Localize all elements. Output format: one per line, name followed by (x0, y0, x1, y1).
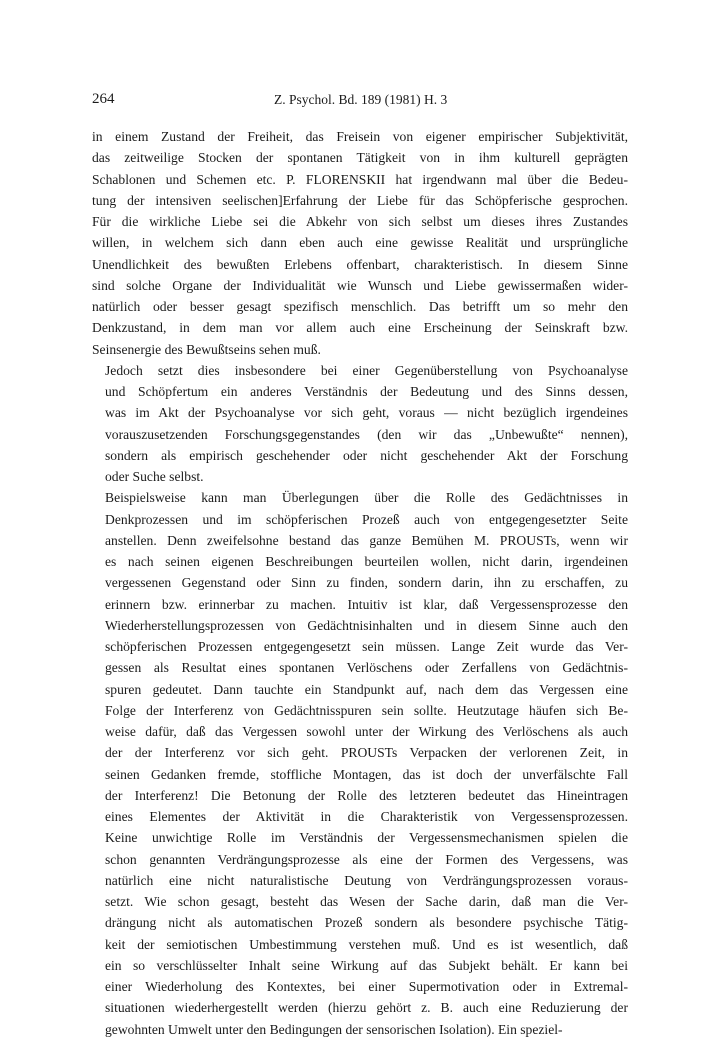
text-line: Jedoch setzt dies insbesondere bei einer Gegenüberstellung von Psychoanalyse (105, 362, 628, 378)
text-line: willen, in welchem sich dann eben auch eine gewisse Realität und ursprüngliche (92, 235, 628, 251)
text-line: gewohnten Umwelt unter den Bedingungen der sensorischen Isolation). Ein speziel- (105, 1021, 563, 1037)
paragraph (92, 126, 628, 360)
text-line: natürlich oder besser gesagt spezifisch menschlich. Das betrifft um so mehr den (92, 299, 628, 314)
text-line: Schablonen und Schemen etc. P. FLORENSKII hat irgendwann mal über die Bedeu- (92, 171, 628, 187)
text-line: Keine unwichtige Rolle im Verständnis der Vergessensmechanismen spielen die (105, 830, 628, 846)
paragraph (92, 487, 628, 1040)
text-line: Denkprozessen und im schöpferischen Prozeß auch von entgegengesetzter Seite (105, 511, 628, 527)
text-line: schon genannten Verdrängungsprozesse als eine der Formen des Vergessens, was (105, 851, 628, 867)
running-head: Z. Psychol. Bd. 189 (1981) H. 3 (274, 92, 448, 107)
text-line: der der Interferenz vor sich geht. PROUSTs Verpacken der verlorenen Zeit, in (105, 745, 628, 761)
text-line: sind solche Organe der Individualität wie Wunsch und Liebe gewissermaßen wider- (92, 277, 628, 293)
text-line: oder Suche selbst. (105, 469, 204, 484)
text-line: setzt. Wie schon gesagt, besteht das Wesen der Sache darin, daß man die Ver- (105, 894, 628, 909)
text-line: sondern als empirisch geschehender oder nicht geschehender Akt der Forschung (105, 447, 628, 463)
text-line: Für die wirkliche Liebe sei die Abkehr von sich selbst um dieses ihres Zustandes (92, 214, 628, 229)
text-line: tung der intensiven seelischen]Erfahrung der Liebe für das Schöpferische gesprochen. (92, 192, 628, 208)
text-line: und Schöpfertum ein anderes Verständnis der Bedeutung und des Sinns dessen, (105, 384, 628, 399)
text-line: spuren gedeutet. Dann tauchte ein Standpunkt auf, nach dem das Vergessen eine (105, 681, 628, 697)
text-line: weise dafür, daß das Vergessen sowohl unter der Wirkung des Verlöschens als auch (105, 724, 628, 739)
text-line: eines Elementes der Aktivität in die Charakteristik von Vergessensprozessen. (105, 809, 628, 824)
text-line: vorauszusetzenden Forschungsgegenstandes (den wir das „Unbewußte“ nennen), (105, 426, 628, 442)
text-line: der Interferenz! Die Betonung der Rolle des letzteren bedeutet das Hineintragen (105, 787, 628, 803)
text-line: das zeitweilige Stocken der spontanen Tätigkeit von in ihm kulturell geprägten (92, 150, 628, 166)
text-line: Seinsenergie des Bewußtseins sehen muß. (92, 341, 321, 357)
paragraph (92, 360, 628, 488)
text-line: vergessenen Gegenstand oder Sinn zu finden, sondern darin, ihn zu erschaffen, zu (105, 575, 628, 591)
text-line: situationen wiederhergestellt werden (hierzu gehört z. B. auch eine Reduzierung der (105, 1000, 628, 1016)
text-line: Unendlichkeit des bewußten Erlebens offenbart, charakteristisch. In diesem Sinne (92, 256, 628, 272)
text-line: erinnern bzw. erinnerbar zu machen. Intuitiv ist klar, daß Vergessensprozesse den (105, 596, 628, 612)
text-line: schöpferischen Prozessen entgegengesetzt sein müssen. Lange Zeit wurde das Ver- (105, 639, 628, 654)
page-header (92, 91, 630, 111)
text-line: keit der semiotischen Umbestimmung verstehen muß. Und es ist wesentlich, daß (105, 936, 628, 952)
text-line: natürlich eine nicht naturalistische Deutung von Verdrängungsprozessen voraus- (105, 872, 628, 888)
text-line: seinen Gedanken fremde, stoffliche Montagen, das ist doch der unverfälschte Fall (105, 766, 628, 782)
page-number: 264 (92, 91, 115, 107)
text-line: Beispielsweise kann man Überlegungen über die Rolle des Gedächtnisses in (105, 490, 628, 506)
text-line: es nach seinen eigenen Beschreibungen beurteilen wollen, nicht darin, irgendeinen (105, 554, 628, 569)
text-line: gessen als Resultat eines spontanen Verlöschens oder Zerfallens von Gedächtnis- (105, 660, 628, 676)
text-line: drängung nicht als automatischen Prozeß sondern als besondere psychische Tätig- (105, 915, 628, 931)
text-line: Wiederherstellungsprozessen von Gedächtnisinhalten und in diesem Sinne auch den (105, 617, 628, 633)
text-line: einer Wiederholung des Kontextes, bei einer Supermotivation oder in Extremal- (105, 979, 628, 994)
text-line: Folge der Interferenz von Gedächtnisspuren sein sollte. Heutzutage häufen sich Be- (105, 702, 628, 718)
text-line: anstellen. Denn zweifelsohne bestand das ganze Bemühen M. PROUSTs, wenn wir (105, 532, 628, 548)
text-line: Denkzustand, in dem man vor allem auch eine Erscheinung der Seinskraft bzw. (92, 320, 628, 336)
body-text (92, 126, 628, 1040)
text-line: was im Akt der Psychoanalyse vor sich geht, voraus — nicht bezüglich irgendeines (105, 405, 628, 421)
text-line: ein so verschlüsselter Inhalt seine Wirkung auf das Subjekt behält. Er kann bei (105, 957, 628, 973)
text-line: in einem Zustand der Freiheit, das Freisein von eigener empirischer Subjektivität, (92, 129, 628, 144)
